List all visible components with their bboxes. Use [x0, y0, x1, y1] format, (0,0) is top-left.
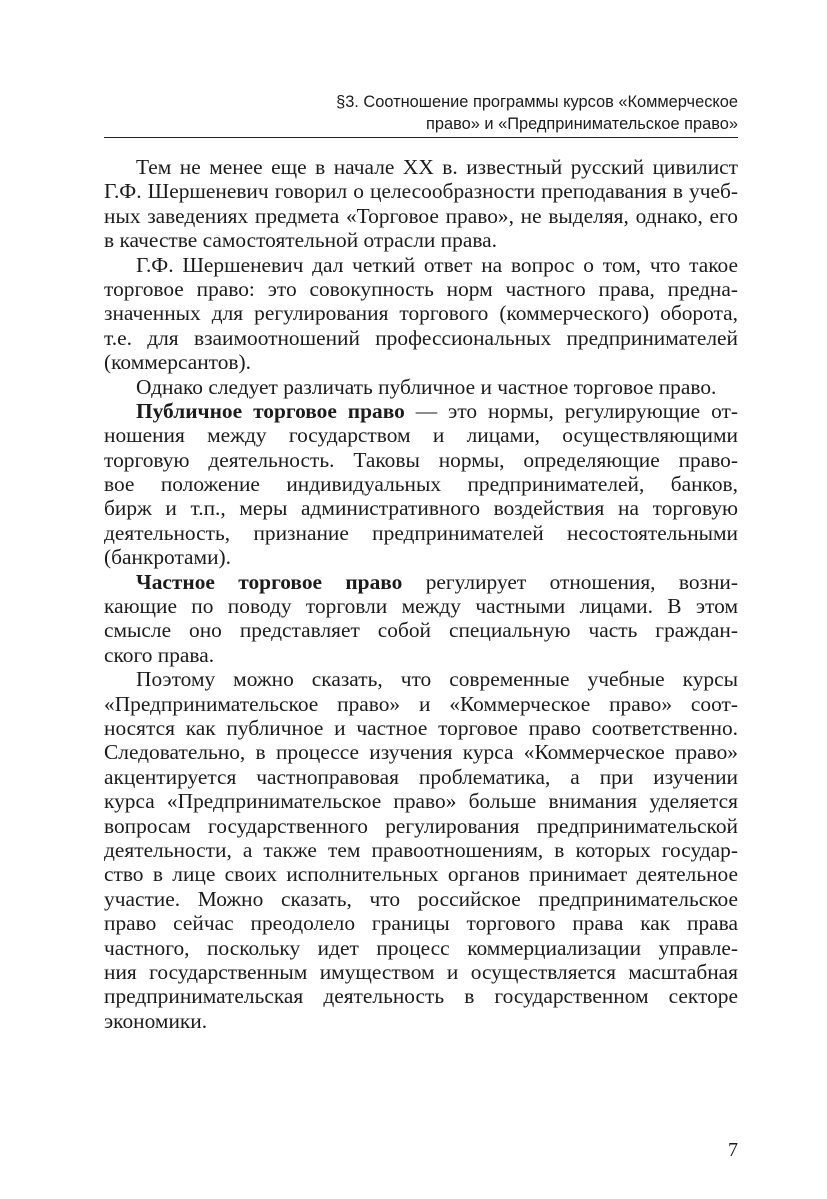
- running-head-line-2: право» и «Предпринимательское право»: [425, 115, 738, 133]
- text-line: в качестве самостоятельной отрасли права.: [104, 228, 497, 253]
- paragraph-6: [104, 667, 738, 1033]
- text-line: Однако следует различать публичное и частное торговое право.: [136, 374, 717, 399]
- text-line: ского права.: [104, 642, 215, 667]
- text-line: экономики.: [104, 1008, 208, 1033]
- paragraph-2: [104, 253, 738, 375]
- page-number: 7: [728, 1139, 738, 1161]
- text-fragment: регулирует отношения, возни-: [402, 569, 738, 594]
- text-line: т.е. для взаимоотношений профессиональных предпринимателей: [104, 325, 738, 350]
- text-line: «Предпринимательское право» и «Коммерческое право» соот-: [104, 691, 738, 716]
- text-line: вопросам государственного регулирования предпринимательской: [104, 813, 738, 838]
- header-rule: [104, 137, 738, 138]
- text-line: ных заведениях предмета «Торговое право», не выделяя, однако, его: [104, 203, 738, 228]
- text-line: (банкротами).: [104, 545, 232, 570]
- text-line: кающие по поводу торговли между частными лицами. В этом: [104, 594, 738, 619]
- running-head: [104, 91, 738, 135]
- text-line: Г.Ф. Шершеневич говорил о целесообразности преподавания в учеб-: [104, 179, 738, 204]
- term-public-trade-law: Публичное торговое право: [136, 398, 405, 423]
- text-line: [104, 399, 738, 423]
- text-line: деятельности, а также тем правоотношениям, в которых государ-: [104, 837, 738, 862]
- paragraph-private-trade-law: [104, 570, 738, 668]
- paragraph-3: [104, 375, 738, 399]
- text-line: Поэтому можно сказать, что современные учебные курсы: [136, 667, 738, 692]
- text-line: ношения между государством и лицами, осуществляющими: [104, 423, 738, 448]
- text-line: деятельность, признание предпринимателей несостоятельными: [104, 520, 738, 545]
- text-line: Тем не менее еще в начале XX в. известный русский цивилист: [136, 155, 738, 179]
- running-head-line-1: §3. Соотношение программы курсов «Коммерческое: [336, 93, 738, 111]
- text-line: (коммерсантов).: [104, 350, 252, 375]
- text-line: право сейчас преодолело границы торгового права как права: [104, 911, 738, 936]
- text-line: Г.Ф. Шершеневич дал четкий ответ на вопрос о том, что такое: [136, 252, 738, 277]
- text-line: участие. Можно сказать, что российское предпринимательское: [104, 886, 738, 911]
- text-fragment: — это нормы, регулирующие от-: [404, 398, 738, 423]
- text-line: [104, 570, 738, 594]
- text-line: смысле оно представляет собой специальную часть граждан-: [104, 618, 738, 643]
- text-line: ния государственным имуществом и осуществляется масштабная: [104, 959, 738, 984]
- text-line: Следовательно, в процессе изучения курса «Коммерческое право»: [104, 740, 738, 765]
- text-line: частного, поскольку идет процесс коммерциализации управле-: [104, 935, 738, 960]
- paragraph-1: [104, 155, 738, 253]
- text-line: акцентируется частноправовая проблематика, а при изучении: [104, 764, 738, 789]
- text-line: предпринимательская деятельность в государственном секторе: [104, 984, 738, 1009]
- text-line: торговую деятельность. Таковы нормы, определяющие право-: [104, 447, 738, 472]
- text-line: торговое право: это совокупность норм частного права, предна-: [104, 276, 738, 301]
- text-line: курса «Предпринимательское право» больше внимания уделяется: [104, 789, 738, 814]
- text-line: вое положение индивидуальных предпринимателей, банков,: [104, 472, 738, 497]
- text-line: значенных для регулирования торгового (коммерческого) оборота,: [104, 301, 738, 326]
- text-line: бирж и т.п., меры административного воздействия на торговую: [104, 496, 738, 521]
- text-line: носятся как публичное и частное торговое право соответственно.: [104, 715, 738, 740]
- body-text: [104, 155, 738, 1033]
- text-line: ство в лице своих исполнительных органов принимает деятельное: [104, 862, 738, 887]
- term-private-trade-law: Частное торговое право: [136, 569, 403, 594]
- paragraph-public-trade-law: [104, 399, 738, 570]
